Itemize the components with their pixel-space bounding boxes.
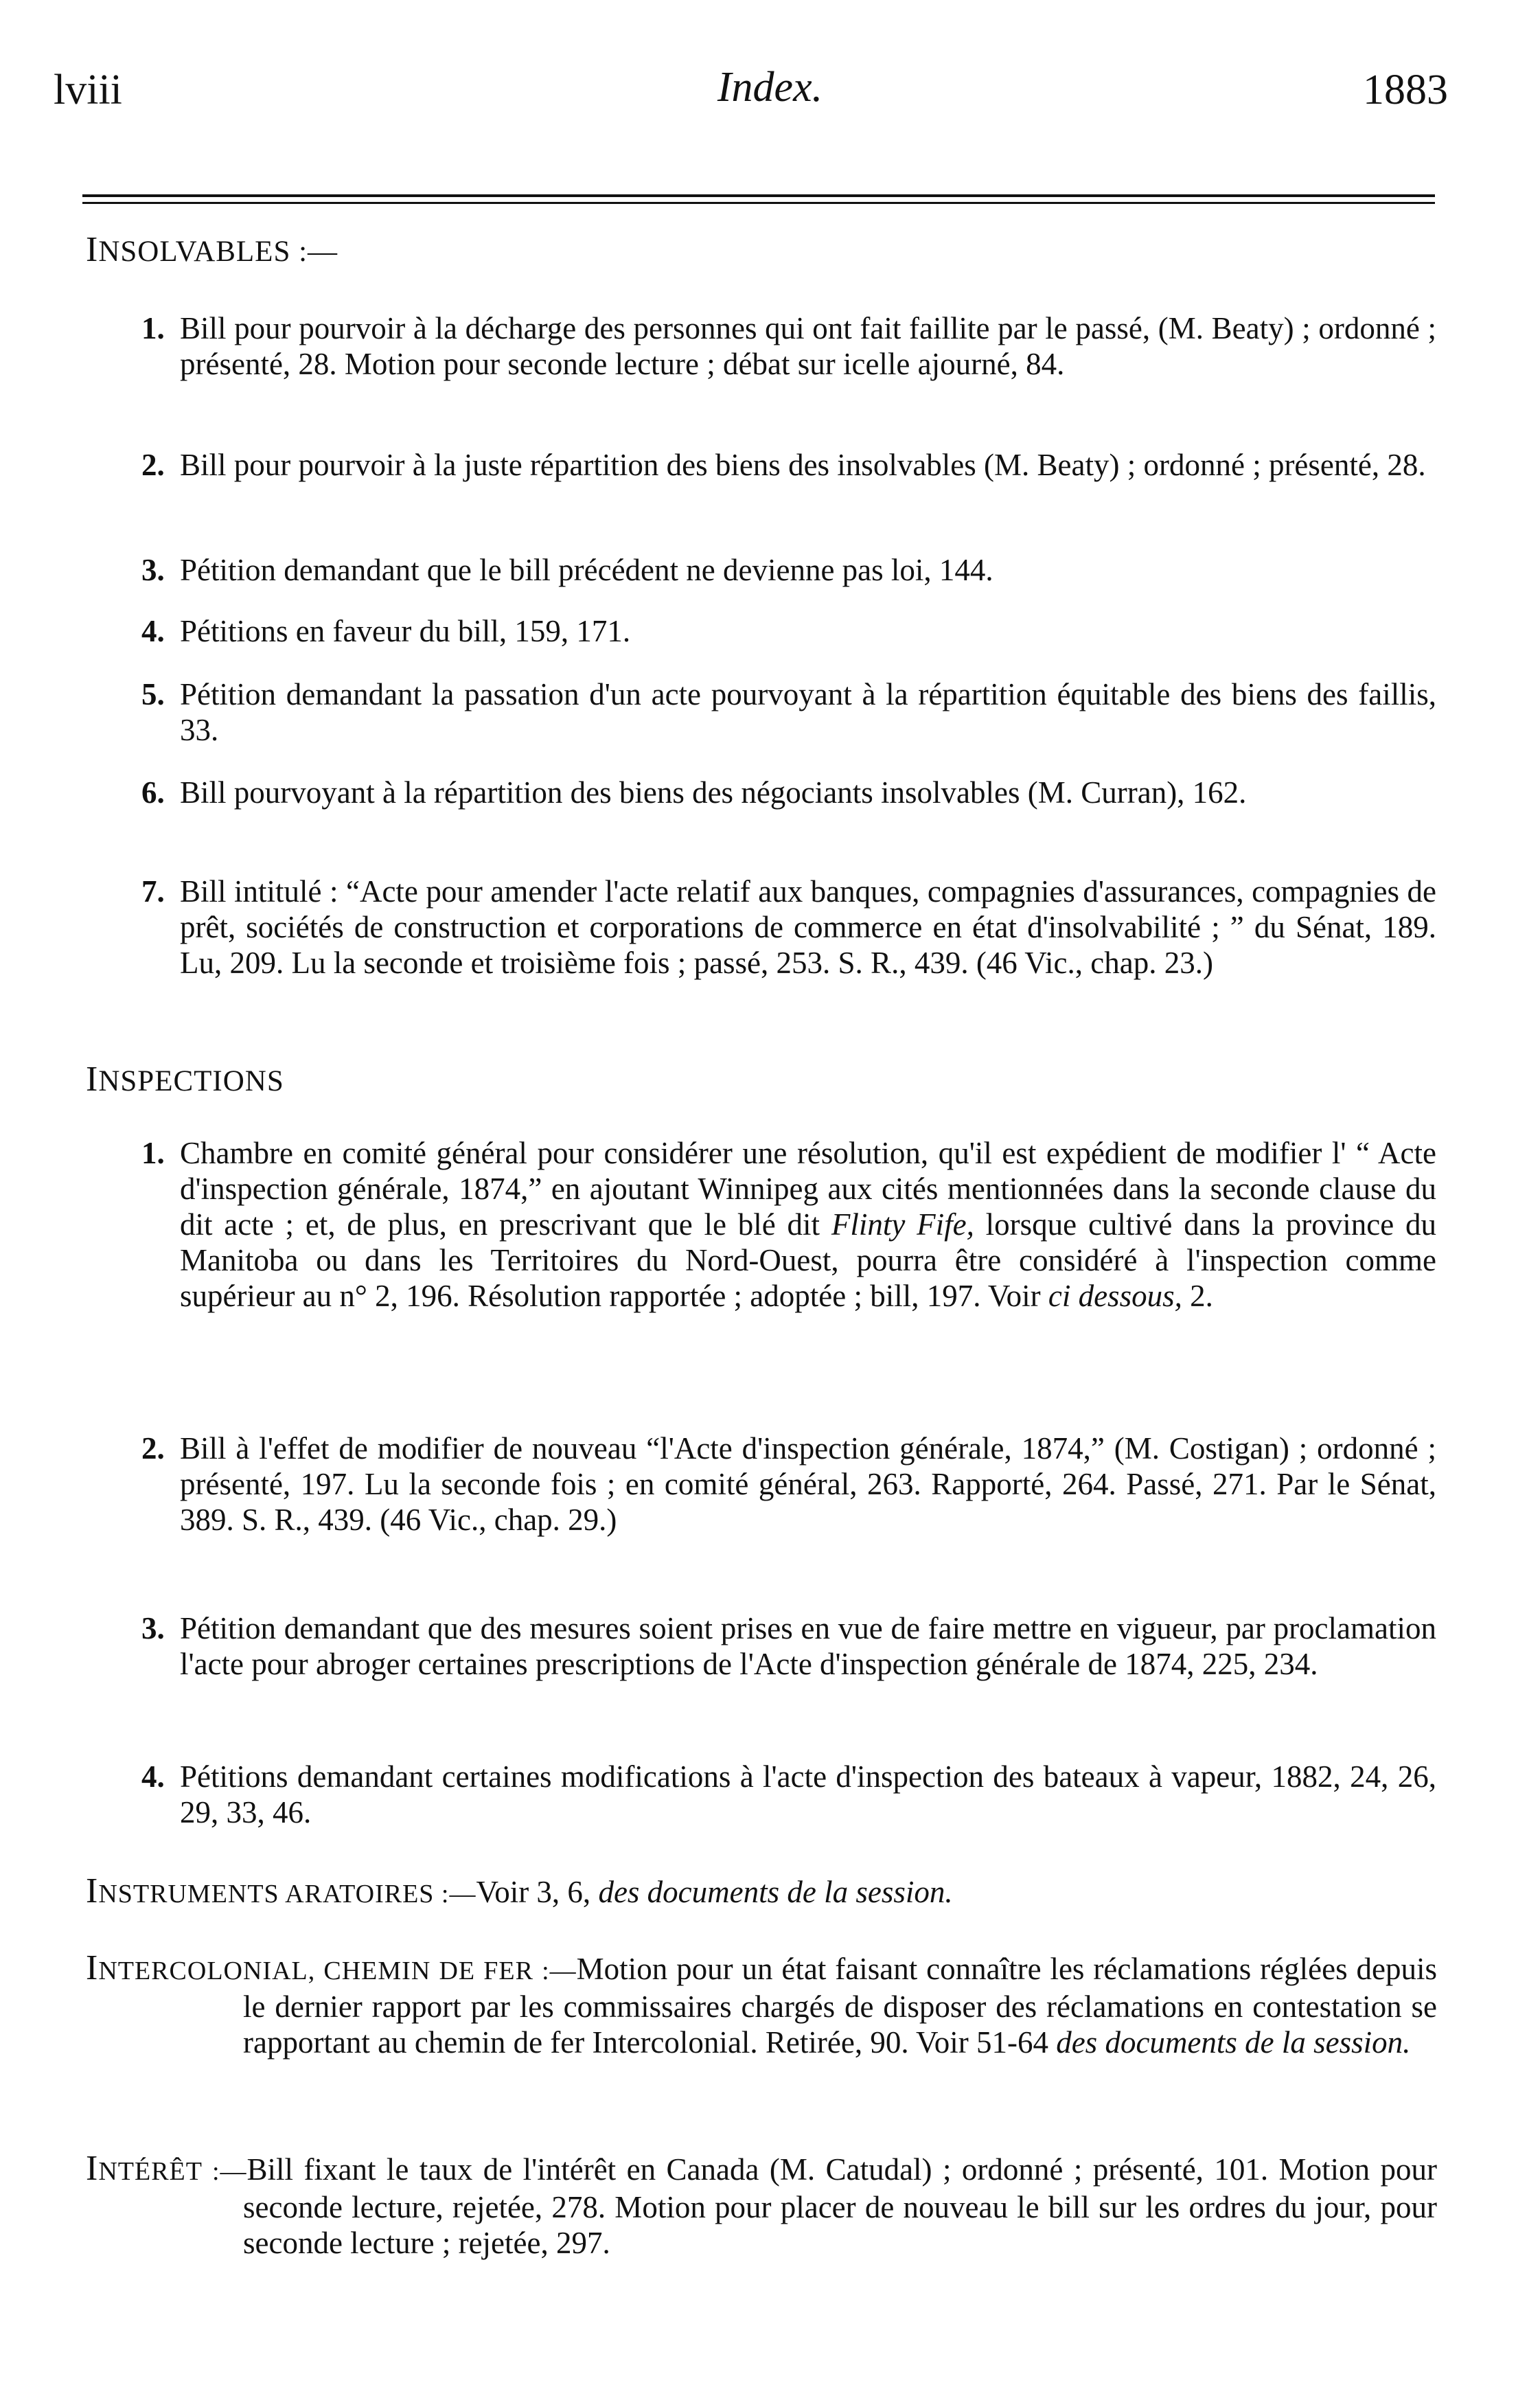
entry-inspections-4 [141,1759,1436,1830]
entry-text: Pétitions en faveur du bill, 159, 171. [180,614,631,648]
entry-text: Bill pour pourvoir à la juste répartition des biens des insolvables (M. Beaty) ; ordonné ; présenté, 28. [180,448,1426,482]
entry-number: 1. [141,311,165,345]
entry-intercolonial: INTERCOLONIAL, CHEMIN DE FER :—Motion pour un état faisant connaître les réclamations réglées depuis le dernier rapport par les commissaires chargés de disposer des réclamations en contestation se rapportant au chemin de fer Intercolonial. Retirée, 90. Voir 51-64 des documents de la session. [86,1948,1437,2060]
entry-number: 5. [141,677,165,711]
entry-interet: INTÉRÊT :—Bill fixant le taux de l'intérêt en Canada (M. Catudal) ; ordonné ; présenté, 101. Motion pour seconde lecture, rejetée, 278. Motion pour placer de nouveau le bill sur les ordres du jour, pour seconde lecture ; rejetée, 297. [86,2149,1437,2260]
page-title: Index. [717,64,823,111]
entry-text: Bill pourvoyant à la répartition des biens des négociants insolvables (M. Curran), 162. [180,775,1247,810]
section-heading-intercolonial: INTERCOLONIAL, CHEMIN DE FER :— [86,1948,577,1987]
entry-inspections-3 [141,1610,1436,1682]
entry-text: Bill intitulé : “Acte pour amender l'acte relatif aux banques, compagnies d'assurances, compagnies de prêt, sociétés de construction et corporations de commerce en état d'insolvabilité ; ” du Sénat, 189. Lu, 209. Lu la seconde et troisième fois ; passé, 253. S. R., 439. (46 Vic., chap. 23.) [180,874,1436,980]
entry-insolvables-5 [141,676,1436,748]
entry-insolvables-4 [141,613,1436,649]
entry-text: Pétitions demandant certaines modifications à l'acte d'inspection des bateaux à vapeur, 1882, 24, 26, 29, 33, 46. [180,1759,1436,1829]
section-heading-instruments: INSTRUMENTS ARATOIRES :— [86,1871,476,1911]
entry-text: Chambre en comité général pour considérer une résolution, qu'il est expédient de modifier l' “ Acte d'inspection générale, 1874,” en ajoutant Winnipeg aux cités mentionnées dans la seconde clause du dit acte ; et, de plus, en prescrivant que le blé dit Flinty Fife, lorsque cultivé dans la province du Manitoba ou dans les Territoires du Nord-Ouest, pourra être considéré à l'inspection comme supérieur au n° 2, 196. Résolution rapportée ; adoptée ; bill, 197. Voir ci dessous, 2. [180,1136,1437,1313]
entry-number: 4. [141,614,165,648]
section-heading-inspections: INSPECTIONS [86,1060,284,1099]
entry-instruments-aratoires: INSTRUMENTS ARATOIRES :—Voir 3, 6, des documents de la session. [86,1871,953,1911]
section-heading-interet: INTÉRÊT :— [86,2149,247,2188]
entry-text: Bill à l'effet de modifier de nouveau “l'Acte d'inspection générale, 1874,” (M. Costigan) ; ordonné ; présenté, 197. Lu la seconde fois ; en comité général, 263. Rapporté, 264. Passé, 271. Par le Sénat, 389. S. R., 439. (46 Vic., chap. 29.) [180,1431,1436,1537]
entry-insolvables-3 [141,552,1436,588]
entry-inspections-1 [141,1135,1437,1314]
entry-text: Pétition demandant que le bill précédent ne devienne pas loi, 144. [180,553,993,587]
entry-number: 1. [141,1136,165,1170]
section-heading-insolvables: INSOLVABLES :— [86,230,338,269]
page-year: 1883 [1363,67,1448,113]
entry-number: 2. [141,1431,165,1466]
entry-number: 3. [141,553,165,587]
entry-text: Bill pour pourvoir à la décharge des personnes qui ont fait faillite par le passé, (M. Beaty) ; ordonné ; présenté, 28. Motion pour seconde lecture ; débat sur icelle ajourné, 84. [180,311,1436,381]
page-number: lviii [54,67,122,113]
entry-number: 6. [141,775,165,810]
entry-text: Pétition demandant la passation d'un acte pourvoyant à la répartition équitable des biens des faillis, 33. [180,677,1436,747]
entry-number: 2. [141,448,165,482]
entry-number: 7. [141,874,165,909]
entry-insolvables-6 [141,775,1436,810]
entry-text: Pétition demandant que des mesures soient prises en vue de faire mettre en vigueur, par proclamation l'acte pour abroger certaines prescriptions de l'Acte d'inspection générale de 1874, 225, 234. [180,1611,1436,1681]
entry-number: 4. [141,1759,165,1794]
entry-number: 3. [141,1611,165,1645]
header-rule-bottom [82,202,1435,204]
entry-inspections-2 [141,1430,1436,1538]
entry-insolvables-1 [141,310,1436,382]
entry-insolvables-7 [141,874,1436,981]
header-rule-top [82,194,1435,197]
entry-insolvables-2 [141,447,1436,483]
